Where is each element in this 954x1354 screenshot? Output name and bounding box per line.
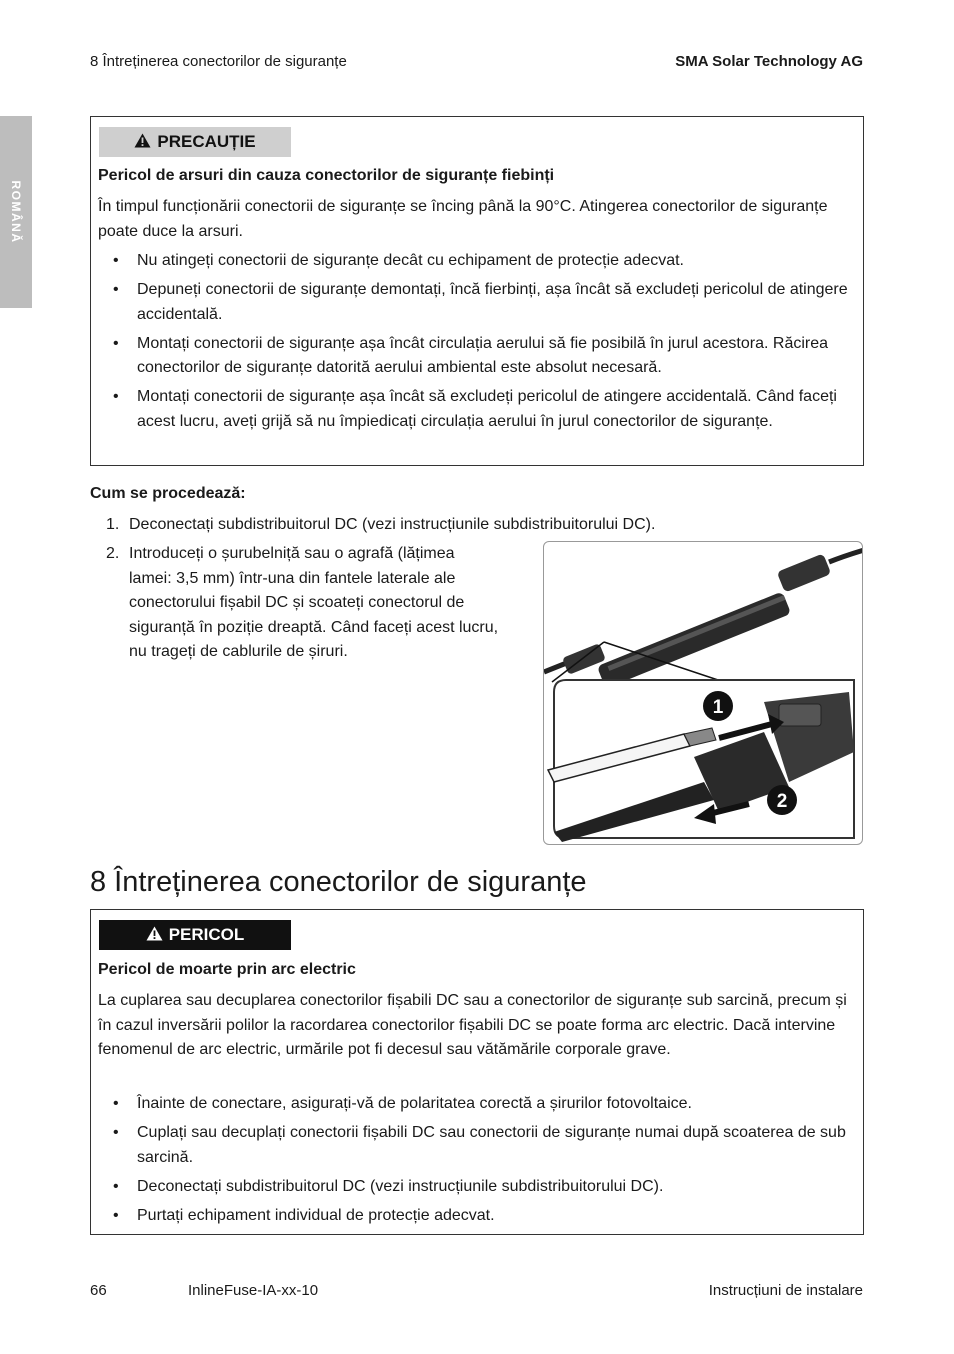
step-marker-2 (767, 785, 797, 815)
warning-triangle-icon (134, 133, 151, 152)
fuse-connector-overview (544, 550, 863, 689)
language-tab (0, 116, 32, 308)
danger-box (90, 909, 864, 1235)
caution-title: Pericol de arsuri din cauza conectorilor de siguranțe fiebinți (98, 167, 555, 184)
section-title: 8 Întreținerea conectorilor de siguranțe (90, 866, 587, 898)
procedure-step-list-2 (90, 542, 500, 665)
caution-badge (99, 127, 291, 157)
danger-badge (99, 920, 291, 950)
svg-text:2: 2 (776, 791, 788, 812)
connector-illustration-svg (544, 542, 863, 845)
danger-bullet-list (98, 1092, 858, 1233)
svg-text:1: 1 (712, 697, 724, 718)
danger-text: La cuplarea sau decuplarea conectorilor fișabili DC sau a conectorilor de siguranțe sub sarcină, precum și în cazul inversării polilor la racordarea conectorilor fișabili DC se poate forma arc electric. Dacă intervine fenomenul de arc electric, urmările pot fi decesul sau vătămările corporale grave. (98, 992, 847, 1058)
list-item: • Nu atingeți conectorii de siguranțe decât cu echipament de protecție adecvat. (98, 249, 858, 274)
list-item: • Înainte de conectare, asigurați-vă de polaritatea corectă a șirurilor fotovoltaice. (98, 1092, 858, 1117)
caution-box (90, 116, 864, 466)
procedure-heading: Cum se procedează: (90, 485, 246, 502)
page-number: 66 (90, 1282, 107, 1299)
warning-triangle-icon (146, 926, 163, 945)
document-type: Instrucțiuni de instalare (708, 1282, 863, 1299)
step-number: 1. (106, 516, 120, 533)
list-item: • Montați conectorii de siguranțe așa încât circulația aerului să fie posibilă în jurul acestora. Răcirea conectorilor de siguranțe datorită aerului ambiental este absolut necesară. (98, 332, 858, 381)
procedure-step (90, 513, 810, 538)
list-item: • Depuneți conectorii de siguranțe demontați, încă fierbinți, așa încât să excludeți pericolul de atingere accidentală. (98, 278, 858, 327)
caution-bullet-list (98, 249, 858, 439)
step-text: Deconectați subdistribuitorul DC (vezi instrucțiunile subdistribuitorului DC). (129, 516, 656, 533)
list-item: • Cuplați sau decuplați conectorii fișabili DC sau conectorii de siguranțe numai după scoaterea de sub sarcină. (98, 1121, 858, 1170)
list-item: • Purtați echipament individual de protecție adecvat. (98, 1204, 858, 1229)
danger-badge-label: PERICOL (168, 925, 245, 944)
procedure-step (90, 542, 500, 665)
connector-removal-illustration (543, 541, 863, 845)
list-item: • Montați conectorii de siguranțe așa încât să excludeți pericolul de atingere accidentală. Când faceți acest lucru, aveți grijă să nu împiedicați circulația aerului în jurul conectorilor de siguranțe. (98, 385, 858, 434)
running-header-chapter: 8 Întreținerea conectorilor de siguranțe (90, 53, 347, 70)
procedure-step-list (90, 513, 810, 538)
running-header-company: SMA Solar Technology AG (675, 53, 863, 70)
document-id: InlineFuse-IA-xx-10 (188, 1282, 319, 1299)
caution-text: În timpul funcționării conectorii de siguranțe se încing până la 90°C. Atingerea conectorilor de siguranțe poate duce la arsuri. (98, 198, 828, 240)
step-text: Introduceți o șurubelniță sau o agrafă (lățimea lamei: 3,5 mm) într-una din fantele laterale ale conectorului fișabil DC și scoateți conectorul de siguranță în poziție dreaptă. Când faceți acest lucru, nu trageți de cablurile de șiruri. (129, 545, 499, 660)
language-tab-label: ROMÂNĂ (9, 180, 23, 244)
step-marker-1 (703, 691, 733, 721)
step-number: 2. (106, 545, 120, 562)
caution-badge-label: PRECAUȚIE (157, 132, 256, 151)
danger-title: Pericol de moarte prin arc electric (98, 961, 356, 978)
list-item: • Deconectați subdistribuitorul DC (vezi instrucțiunile subdistribuitorului DC). (98, 1175, 858, 1200)
